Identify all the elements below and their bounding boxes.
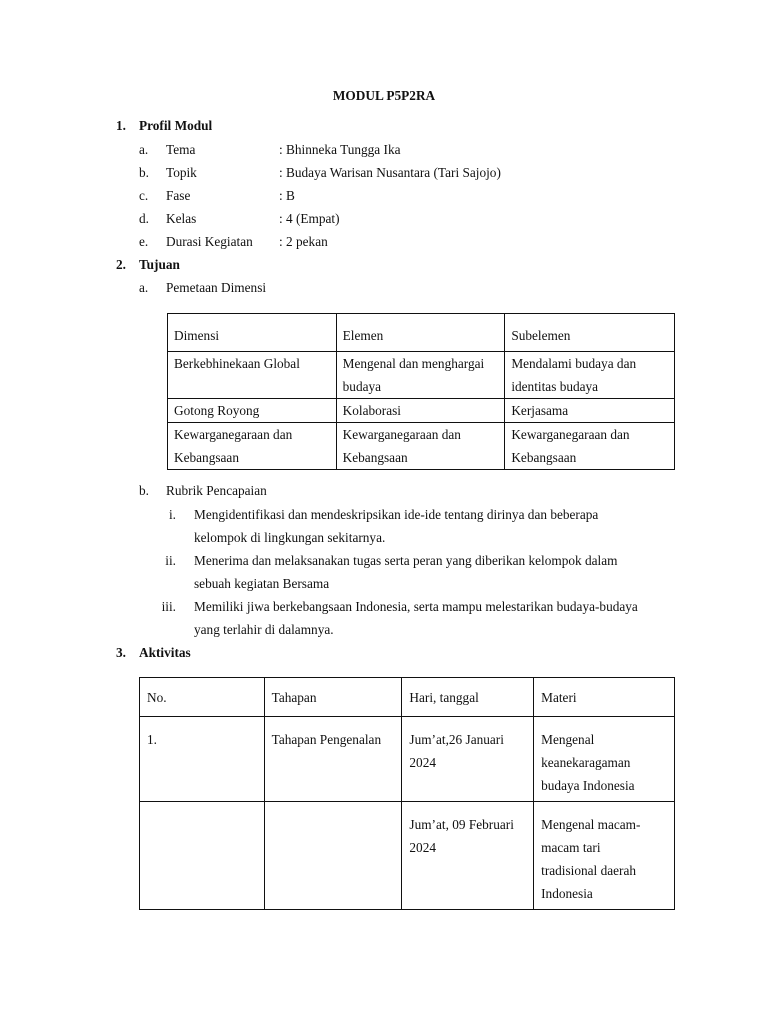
item-label: Topik bbox=[166, 165, 197, 180]
section-number: 2. bbox=[116, 257, 126, 272]
table-header-row bbox=[168, 314, 675, 352]
table-cell: Mengenal keanekaragaman budaya Indonesia bbox=[534, 717, 675, 802]
table-header-row bbox=[140, 678, 675, 717]
table-header-cell: Tahapan bbox=[264, 678, 402, 717]
item-letter: b. bbox=[139, 165, 149, 180]
sub-label-rubrik: Rubrik Pencapaian bbox=[166, 483, 267, 498]
table-cell: Mengenal dan menghargai budaya bbox=[336, 352, 505, 399]
item-label: Fase bbox=[166, 188, 191, 203]
table-cell: Kewarganegaraan dan Kebangsaan bbox=[505, 423, 675, 470]
sub-letter: a. bbox=[139, 280, 149, 295]
table-cell: Gotong Royong bbox=[168, 399, 337, 423]
table-cell: Berkebhinekaan Global bbox=[168, 352, 337, 399]
table-row bbox=[168, 423, 675, 470]
rubric-text: Memiliki jiwa berkebangsaan Indonesia, serta mampu melestarikan budaya-budaya bbox=[194, 599, 638, 614]
table-header-cell: No. bbox=[140, 678, 265, 717]
table-cell: Kewarganegaraan dan Kebangsaan bbox=[336, 423, 505, 470]
sub-letter: b. bbox=[139, 483, 149, 498]
table-row bbox=[140, 717, 675, 802]
item-label: Tema bbox=[166, 142, 196, 157]
item-value: : 2 pekan bbox=[279, 234, 328, 249]
table-cell: 1. bbox=[140, 717, 265, 802]
section-number: 1. bbox=[116, 118, 126, 133]
table-header-cell: Subelemen bbox=[505, 314, 675, 352]
item-value: : B bbox=[279, 188, 295, 203]
rubric-text: sebuah kegiatan Bersama bbox=[194, 576, 330, 591]
item-letter: a. bbox=[139, 142, 149, 157]
table-row bbox=[168, 399, 675, 423]
table-cell bbox=[264, 802, 402, 910]
item-label: Durasi Kegiatan bbox=[166, 234, 253, 249]
table-cell: Kewarganegaraan dan Kebangsaan bbox=[168, 423, 337, 470]
rubric-text: Menerima dan melaksanakan tugas serta peran yang diberikan kelompok dalam bbox=[194, 553, 618, 568]
table-cell: Kerjasama bbox=[505, 399, 675, 423]
item-value: : Budaya Warisan Nusantara (Tari Sajojo) bbox=[279, 165, 501, 180]
rubric-text: Mengidentifikasi dan mendeskripsikan ide-ide tentang dirinya dan beberapa bbox=[194, 507, 599, 522]
item-value: : Bhinneka Tungga Ika bbox=[279, 142, 401, 157]
table-cell: Jum’at,26 Januari 2024 bbox=[402, 717, 534, 802]
table-cell: Jum’at, 09 Februari 2024 bbox=[402, 802, 534, 910]
sub-label-pemetaan: Pemetaan Dimensi bbox=[166, 280, 267, 295]
table-cell: Mengenal macam- macam tari tradisional daerah Indonesia bbox=[534, 802, 675, 910]
section-heading-profil: Profil Modul bbox=[139, 118, 213, 133]
rubric-text: yang terlahir di dalamnya. bbox=[194, 622, 334, 637]
activity-table bbox=[139, 677, 675, 910]
rubric-number: iii. bbox=[161, 599, 176, 614]
table-cell bbox=[140, 802, 265, 910]
table-row bbox=[168, 352, 675, 399]
table-header-cell: Elemen bbox=[336, 314, 505, 352]
item-value: : 4 (Empat) bbox=[279, 211, 340, 226]
item-label: Kelas bbox=[166, 211, 197, 226]
table-header-cell: Dimensi bbox=[168, 314, 337, 352]
table-header-cell: Hari, tanggal bbox=[402, 678, 534, 717]
section-heading-tujuan: Tujuan bbox=[139, 257, 180, 272]
table-header-cell: Materi bbox=[534, 678, 675, 717]
rubric-number: ii. bbox=[165, 553, 176, 568]
item-letter: d. bbox=[139, 211, 149, 226]
item-letter: c. bbox=[139, 188, 149, 203]
section-heading-aktivitas: Aktivitas bbox=[139, 645, 191, 660]
table-cell: Kolaborasi bbox=[336, 399, 505, 423]
table-cell: Mendalami budaya dan identitas budaya bbox=[505, 352, 675, 399]
document-title: MODUL P5P2RA bbox=[332, 88, 436, 103]
table-cell: Tahapan Pengenalan bbox=[264, 717, 402, 802]
item-letter: e. bbox=[139, 234, 149, 249]
dimension-table bbox=[167, 313, 675, 470]
rubric-text: kelompok di lingkungan sekitarnya. bbox=[194, 530, 386, 545]
rubric-number: i. bbox=[168, 507, 176, 522]
section-number: 3. bbox=[116, 645, 126, 660]
table-row bbox=[140, 802, 675, 910]
